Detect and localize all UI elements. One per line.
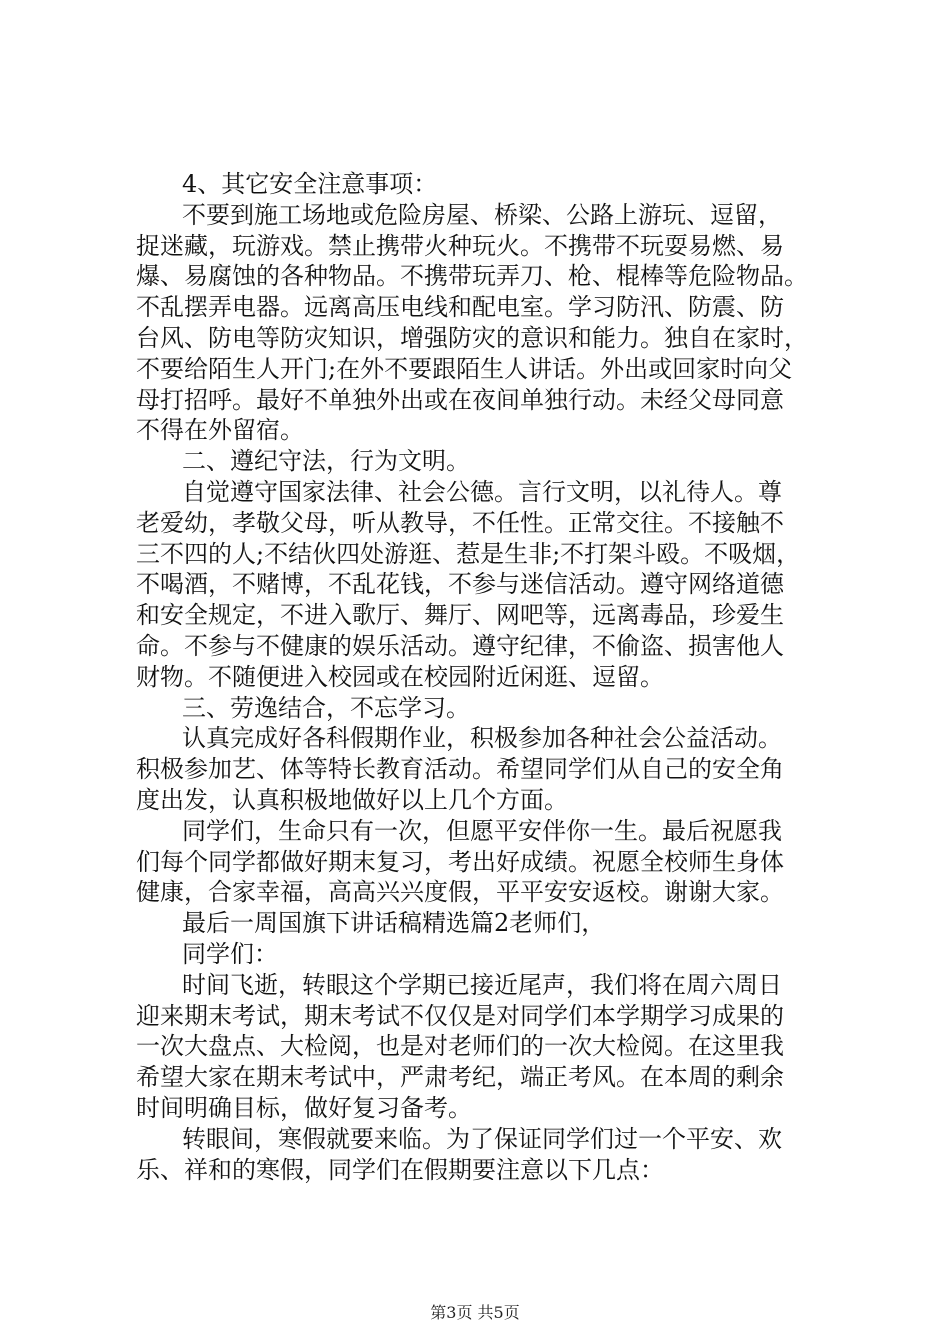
text-line: 健康，合家幸福，高高兴兴度假，平平安安返校。谢谢大家。 bbox=[136, 878, 784, 907]
text-line: 最后一周国旗下讲话稿精选篇2老师们， bbox=[182, 909, 606, 938]
text-line: 母打招呼。最好不单独外出或在夜间单独行动。未经父母同意 bbox=[136, 385, 784, 414]
text-line: 希望大家在期末考试中，严肃考纪，端正考风。在本周的剩余 bbox=[136, 1063, 784, 1092]
text-line: 时间明确目标，做好复习备考。 bbox=[136, 1093, 472, 1122]
text-line: 积极参加艺、体等特长教育活动。希望同学们从自己的安全角 bbox=[136, 755, 784, 784]
text-line: 同学们，生命只有一次，但愿平安伴你一生。最后祝愿我 bbox=[182, 816, 782, 845]
text-line: 捉迷藏，玩游戏。禁止携带火种玩火。不携带不玩耍易燃、易 bbox=[136, 231, 784, 260]
text-line: 4、其它安全注意事项： bbox=[182, 170, 438, 198]
text-line: 认真完成好各科假期作业，积极参加各种社会公益活动。 bbox=[182, 724, 782, 753]
text-line: 转眼间，寒假就要来临。为了保证同学们过一个平安、欢 bbox=[182, 1124, 782, 1153]
text-line: 时间飞逝，转眼这个学期已接近尾声，我们将在周六周日 bbox=[182, 970, 782, 999]
text-line: 度出发，认真积极地做好以上几个方面。 bbox=[136, 785, 568, 814]
text-line: 不要到施工场地或危险房屋、桥梁、公路上游玩、逗留， bbox=[182, 200, 782, 229]
text-line: 三不四的人;不结伙四处游逛、惹是生非;不打架斗殴。不吸烟， bbox=[136, 539, 801, 568]
text-line: 不喝酒，不赌博，不乱花钱，不参与迷信活动。遵守网络道德 bbox=[136, 570, 784, 599]
section-heading: 三、劳逸结合，不忘学习。 bbox=[182, 693, 470, 722]
text-line: 财物。不随便进入校园或在校园附近闲逛、逗留。 bbox=[136, 662, 664, 691]
text-line: 乐、祥和的寒假，同学们在假期要注意以下几点： bbox=[136, 1155, 664, 1184]
text-line: 不乱摆弄电器。远离高压电线和配电室。学习防汛、防震、防 bbox=[136, 293, 784, 322]
text-line: 不要给陌生人开门;在外不要跟陌生人讲话。外出或回家时向父 bbox=[136, 354, 793, 383]
text-line: 命。不参与不健康的娱乐活动。遵守纪律，不偷盗、损害他人 bbox=[136, 631, 784, 660]
text-line: 一次大盘点、大检阅，也是对老师们的一次大检阅。在这里我 bbox=[136, 1032, 784, 1061]
document-body bbox=[136, 169, 826, 1185]
text-line: 和安全规定，不进入歌厅、舞厅、网吧等，远离毒品，珍爱生 bbox=[136, 601, 784, 630]
text-line: 爆、易腐蚀的各种物品。不携带玩弄刀、枪、棍棒等危险物品。 bbox=[136, 262, 808, 291]
text-line: 不得在外留宿。 bbox=[136, 416, 304, 445]
section-heading: 二、遵纪守法，行为文明。 bbox=[182, 447, 470, 476]
text-line: 老爱幼，孝敬父母，听从教导，不任性。正常交往。不接触不 bbox=[136, 508, 784, 537]
page-footer: 第3页 共5页 bbox=[430, 1303, 520, 1322]
text-line: 同学们： bbox=[182, 939, 278, 968]
text-line: 台风、防电等防灾知识，增强防灾的意识和能力。独自在家时， bbox=[136, 323, 808, 352]
text-line: 自觉遵守国家法律、社会公德。言行文明，以礼待人。尊 bbox=[182, 477, 782, 506]
text-line: 们每个同学都做好期末复习，考出好成绩。祝愿全校师生身体 bbox=[136, 847, 784, 876]
text-line: 迎来期末考试，期末考试不仅仅是对同学们本学期学习成果的 bbox=[136, 1001, 784, 1030]
